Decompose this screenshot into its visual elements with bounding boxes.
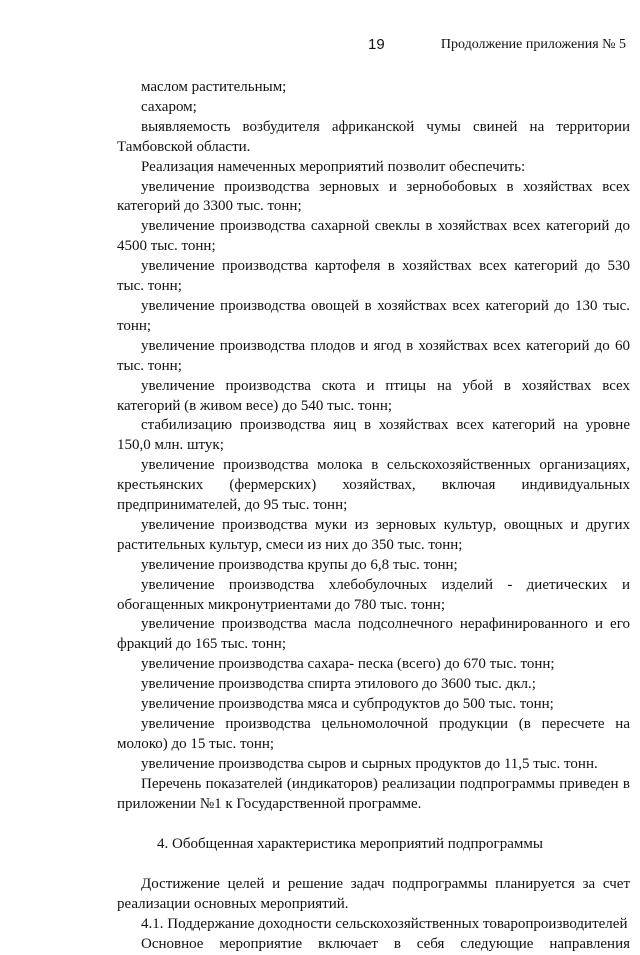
paragraph: сахаром; bbox=[141, 98, 197, 115]
page-header bbox=[0, 36, 640, 56]
paragraph: увеличение производства молока в сельскохозяйственных организациях, крестьянских (фермерских) хозяйствах, включая индивидуальных предпринимателей, до 95 тыс. тонн; bbox=[117, 457, 630, 514]
paragraph: увеличение производства хлебобулочных изделий - диетических и обогащенных микронутриентами до 780 тыс. тонн; bbox=[117, 576, 630, 613]
paragraph: Реализация намеченных мероприятий позволит обеспечить: bbox=[141, 158, 526, 175]
paragraph: маслом растительным; bbox=[141, 79, 287, 95]
paragraph: увеличение производства цельномолочной продукции (в пересчете на молоко) до 15 тыс. тонн; bbox=[117, 716, 630, 752]
section-heading: 4. Обобщенная характеристика мероприятий подпрограммы bbox=[157, 835, 543, 852]
paragraph: выявляемость возбудителя африканской чумы свиней на территории Тамбовской области. bbox=[117, 118, 630, 155]
paragraph: увеличение производства сыров и сырных продуктов до 11,5 тыс. тонн. bbox=[141, 755, 598, 772]
paragraph: Достижение целей и решение задач подпрограммы планируется за счет реализации основных мероприятий. bbox=[117, 876, 630, 913]
paragraph: Перечень показателей (индикаторов) реализации подпрограммы приведен в приложении №1 к Государственной программе. bbox=[117, 775, 630, 812]
subsection-title: 4.1. Поддержание доходности сельскохозяйственных товаропроизводителей bbox=[141, 916, 628, 933]
paragraph: увеличение производства зерновых и зернобобовых в хозяйствах всех категорий до 3300 тыс. тонн; bbox=[117, 178, 630, 215]
paragraph: Основное мероприятие включает в себя следующие направления bbox=[141, 936, 630, 953]
paragraph: увеличение производства сахара- песка (всего) до 670 тыс. тонн; bbox=[141, 656, 555, 673]
body-text bbox=[117, 78, 630, 955]
paragraph: увеличение производства крупы до 6,8 тыс. тонн; bbox=[141, 556, 458, 573]
paragraph: увеличение производства скота и птицы на убой в хозяйствах всех категорий (в живом весе) до 540 тыс. тонн; bbox=[117, 377, 630, 414]
continuation-label: Продолжение приложения № 5 bbox=[440, 37, 626, 52]
paragraph: увеличение производства спирта этилового до 3600 тыс. дкл.; bbox=[141, 676, 536, 693]
paragraph: увеличение производства картофеля в хозяйствах всех категорий до 530 тыс. тонн; bbox=[117, 258, 630, 295]
paragraph: увеличение производства масла подсолнечного нерафинированного и его фракций до 165 тыс. тонн; bbox=[117, 616, 630, 653]
page-number: 19 bbox=[368, 36, 385, 53]
paragraph: увеличение производства овощей в хозяйствах всех категорий до 130 тыс. тонн; bbox=[117, 297, 630, 334]
paragraph: увеличение производства плодов и ягод в хозяйствах всех категорий до 60 тыс. тонн; bbox=[117, 337, 630, 374]
paragraph: увеличение производства мяса и субпродуктов до 500 тыс. тонн; bbox=[141, 696, 554, 713]
paragraph: увеличение производства сахарной свеклы в хозяйствах всех категорий до 4500 тыс. тонн; bbox=[117, 218, 630, 255]
paragraph: увеличение производства муки из зерновых культур, овощных и других растительных культур, смеси из них до 350 тыс. тонн; bbox=[117, 516, 630, 553]
paragraph: стабилизацию производства яиц в хозяйствах всех категорий на уровне 150,0 млн. штук; bbox=[117, 417, 630, 454]
